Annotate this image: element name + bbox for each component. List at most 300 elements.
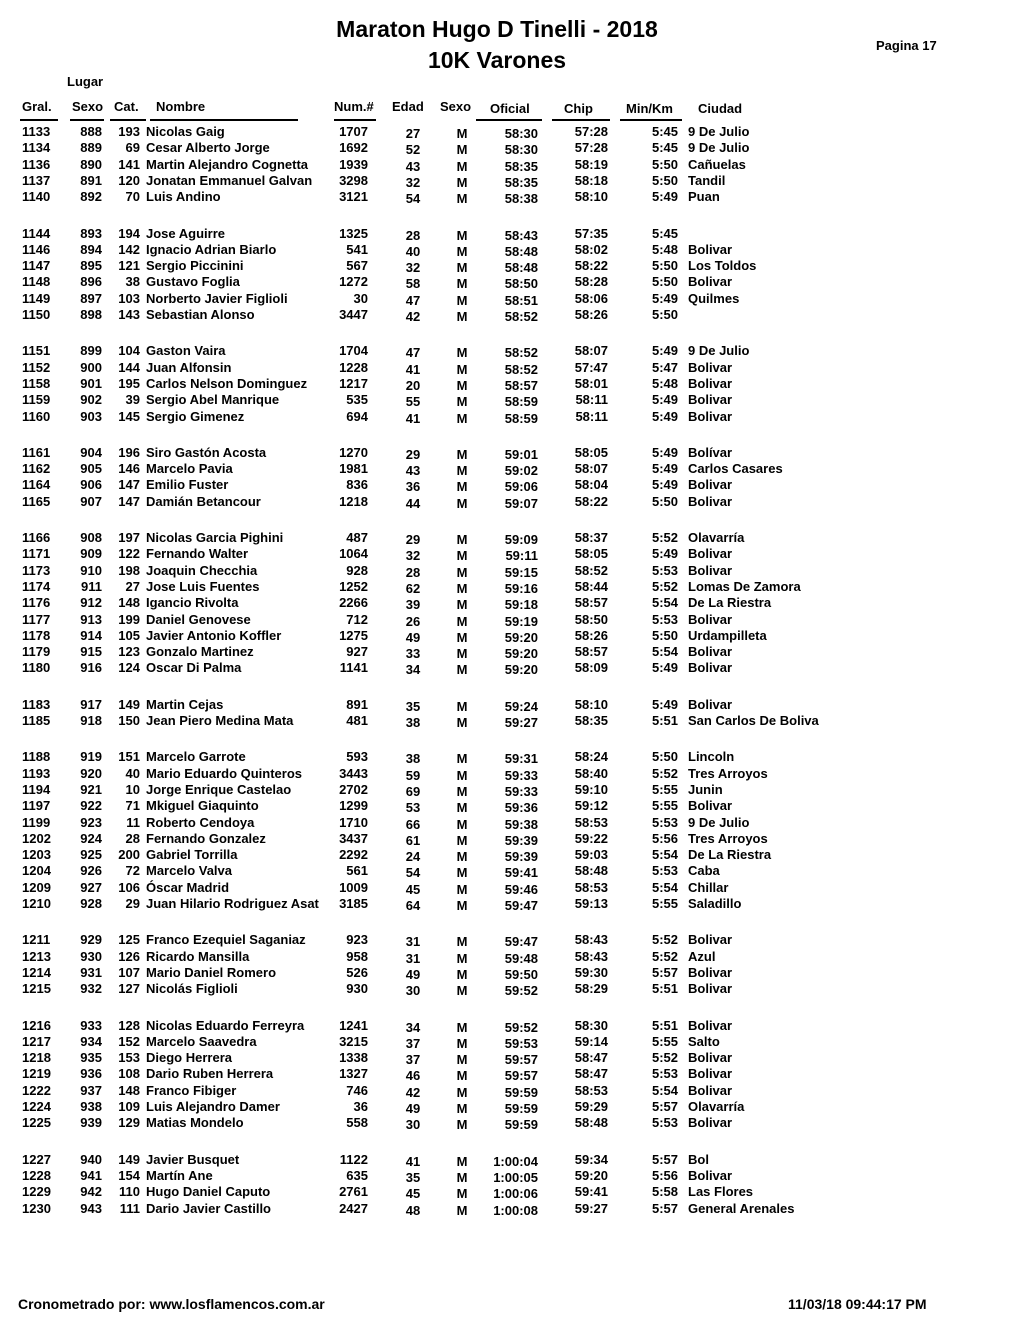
place-category: 105 <box>118 627 140 643</box>
pace: 5:49 <box>651 408 678 424</box>
header-underline <box>334 119 376 121</box>
place-overall: 1219 <box>22 1066 51 1082</box>
table-row <box>0 189 1024 205</box>
city: Lomas De Zamora <box>688 578 801 594</box>
sex: M <box>456 983 468 999</box>
age: 44 <box>405 495 421 511</box>
bib-number: 836 <box>346 477 368 493</box>
runner-name: Sebastian Alonso <box>146 307 255 322</box>
age: 41 <box>405 410 421 426</box>
header-underline <box>20 119 58 121</box>
runner-name: Daniel Genovese <box>146 611 251 627</box>
table-row <box>0 1201 1024 1217</box>
chip-time: 58:09 <box>574 660 608 676</box>
city: Bolivar <box>688 1082 733 1098</box>
age: 43 <box>405 463 421 479</box>
age: 30 <box>405 1117 421 1133</box>
table-row <box>0 445 1024 461</box>
bib-number: 481 <box>346 713 368 728</box>
sex: M <box>456 377 468 393</box>
runner-name: Hugo Daniel Caputo <box>146 1184 271 1200</box>
table-row <box>0 847 1024 863</box>
table-row <box>0 749 1024 765</box>
age: 26 <box>405 613 421 629</box>
official-time: 58:52 <box>504 361 538 377</box>
chip-time: 58:40 <box>574 765 608 781</box>
chip-time: 58:24 <box>574 749 608 765</box>
bib-number: 2427 <box>339 1200 368 1216</box>
official-time: 58:35 <box>504 158 538 174</box>
city: Lincoln <box>688 749 735 765</box>
bib-number: 558 <box>346 1115 368 1131</box>
official-time: 58:30 <box>504 142 538 158</box>
city: Bolivar <box>688 375 733 391</box>
place-overall: 1136 <box>22 156 51 172</box>
bib-number: 3437 <box>339 830 368 846</box>
age: 34 <box>405 662 421 678</box>
bib-number: 1939 <box>339 156 368 172</box>
place-overall: 1174 <box>22 578 51 594</box>
sex: M <box>456 816 468 832</box>
sex: M <box>456 345 468 361</box>
table-row <box>0 713 1024 729</box>
official-time: 59:47 <box>504 898 538 913</box>
bib-number: 635 <box>346 1167 368 1183</box>
pace: 5:50 <box>651 172 678 188</box>
place-overall: 1164 <box>22 477 51 493</box>
pace: 5:54 <box>651 879 678 895</box>
place-category: 151 <box>118 749 140 765</box>
official-time: 59:41 <box>504 865 538 881</box>
runner-name: Gustavo Foglia <box>146 274 240 290</box>
place-sex: 890 <box>80 156 102 172</box>
bib-number: 3215 <box>339 1033 368 1049</box>
table-row <box>0 766 1024 782</box>
pace: 5:53 <box>651 562 678 578</box>
header-underline <box>552 119 610 121</box>
place-overall: 1166 <box>22 530 51 545</box>
place-sex: 889 <box>80 140 102 156</box>
age: 31 <box>405 950 421 966</box>
place-category: 123 <box>118 644 140 660</box>
table-row <box>0 660 1024 676</box>
pace: 5:53 <box>651 1066 678 1082</box>
pace: 5:56 <box>651 830 678 846</box>
place-category: 104 <box>118 343 140 359</box>
age: 53 <box>405 800 421 816</box>
bib-number: 1981 <box>339 461 368 477</box>
official-time: 58:52 <box>504 345 538 361</box>
bib-number: 930 <box>346 981 368 997</box>
place-sex: 921 <box>80 781 102 797</box>
table-row <box>0 1184 1024 1200</box>
chip-time: 59:14 <box>574 1033 608 1049</box>
place-overall: 1150 <box>22 307 51 322</box>
bib-number: 535 <box>346 392 368 408</box>
city: Bolivar <box>688 964 733 980</box>
city: Tandil <box>688 172 726 188</box>
col-header-cat: Cat. <box>114 99 139 114</box>
place-category: 193 <box>118 124 140 139</box>
table-row <box>0 477 1024 493</box>
sex: M <box>456 966 468 982</box>
place-sex: 927 <box>80 879 102 895</box>
runner-name: Jose Aguirre <box>146 225 225 241</box>
place-sex: 897 <box>80 290 102 306</box>
place-overall: 1213 <box>22 948 51 964</box>
place-category: 148 <box>118 595 140 611</box>
age: 30 <box>405 983 421 999</box>
table-row <box>0 409 1024 425</box>
table-row <box>0 291 1024 307</box>
place-sex: 934 <box>80 1033 102 1049</box>
bib-number: 927 <box>346 644 368 660</box>
place-overall: 1160 <box>22 408 51 424</box>
age: 42 <box>405 1084 421 1100</box>
header-underline <box>620 119 682 121</box>
header-underline <box>150 119 298 121</box>
place-category: 194 <box>118 225 140 241</box>
place-overall: 1140 <box>22 189 51 205</box>
table-row <box>0 1050 1024 1066</box>
table-row <box>0 880 1024 896</box>
pace: 5:50 <box>651 749 678 765</box>
city: Urdampilleta <box>688 627 767 643</box>
sex: M <box>456 1169 468 1185</box>
official-time: 59:52 <box>504 983 538 999</box>
sex: M <box>456 548 468 564</box>
place-category: 200 <box>118 847 140 863</box>
city: Bolivar <box>688 696 733 712</box>
official-time: 59:57 <box>504 1052 538 1068</box>
table-row <box>0 1066 1024 1082</box>
city: Cañuelas <box>688 156 746 172</box>
runner-name: Marcelo Valva <box>146 863 232 879</box>
bib-number: 1327 <box>339 1066 368 1082</box>
runner-name: Martín Ane <box>146 1167 213 1183</box>
official-time: 59:11 <box>505 548 538 564</box>
page-number: Pagina 17 <box>876 38 937 53</box>
place-overall: 1180 <box>22 660 51 676</box>
chip-time: 57:47 <box>574 359 608 375</box>
place-category: 11 <box>126 814 140 830</box>
table-row <box>0 644 1024 660</box>
official-time: 59:59 <box>504 1084 538 1100</box>
place-sex: 908 <box>80 530 102 545</box>
place-sex: 896 <box>80 274 102 290</box>
table-row <box>0 798 1024 814</box>
pace: 5:49 <box>651 696 678 712</box>
sex: M <box>456 1052 468 1068</box>
pace: 5:50 <box>651 307 678 322</box>
sex: M <box>456 463 468 479</box>
chip-time: 58:29 <box>574 981 608 997</box>
official-time: 59:18 <box>504 597 538 613</box>
place-sex: 895 <box>80 258 102 274</box>
official-time: 58:59 <box>504 410 538 426</box>
place-overall: 1147 <box>22 258 51 274</box>
col-header-gral: Gral. <box>22 99 52 114</box>
table-row <box>0 173 1024 189</box>
age: 43 <box>405 158 421 174</box>
place-sex: 938 <box>80 1099 102 1114</box>
place-sex: 910 <box>80 562 102 578</box>
chip-time: 59:10 <box>574 781 608 797</box>
pace: 5:49 <box>651 343 678 359</box>
chip-time: 58:30 <box>574 1017 608 1033</box>
place-overall: 1133 <box>22 124 51 139</box>
city: Carlos Casares <box>688 461 783 477</box>
place-sex: 923 <box>80 814 102 830</box>
official-time: 1:00:08 <box>493 1202 538 1218</box>
pace: 5:52 <box>651 578 678 594</box>
header-underline <box>476 119 542 121</box>
age: 29 <box>405 532 421 547</box>
place-sex: 941 <box>80 1167 102 1183</box>
city: San Carlos De Boliva <box>688 713 819 728</box>
pace: 5:49 <box>651 392 678 408</box>
page-title: Maraton Hugo D Tinelli - 2018 <box>336 16 658 42</box>
chip-time: 58:07 <box>574 343 608 359</box>
chip-time: 58:37 <box>574 530 608 545</box>
city: Bolivar <box>688 408 733 424</box>
city: De La Riestra <box>688 847 772 863</box>
chip-time: 58:04 <box>574 477 608 493</box>
sex: M <box>456 1084 468 1100</box>
city: Bolivar <box>688 493 733 509</box>
pace: 5:55 <box>651 896 678 911</box>
runner-name: Luis Andino <box>146 189 221 205</box>
place-sex: 916 <box>80 660 102 676</box>
sex: M <box>456 767 468 783</box>
chip-time: 58:52 <box>574 562 608 578</box>
bib-number: 1228 <box>339 359 368 375</box>
runner-name: Juan Alfonsin <box>146 359 232 375</box>
runner-name: Jorge Enrique Castelao <box>146 781 292 797</box>
city: Bolivar <box>688 392 733 408</box>
place-category: 199 <box>118 611 140 627</box>
sex: M <box>456 849 468 865</box>
official-time: 59:20 <box>504 629 538 645</box>
bib-number: 1707 <box>339 124 368 139</box>
place-overall: 1161 <box>22 444 51 460</box>
chip-time: 58:05 <box>574 444 608 460</box>
table-row <box>0 563 1024 579</box>
official-time: 58:52 <box>504 309 538 324</box>
chip-time: 58:22 <box>574 258 608 274</box>
city: General Arenales <box>688 1200 795 1216</box>
sex: M <box>456 126 468 141</box>
place-sex: 917 <box>80 696 102 712</box>
age: 36 <box>405 479 421 495</box>
city: Bolivar <box>688 660 733 676</box>
place-overall: 1173 <box>22 562 51 578</box>
runner-name: Franco Fibiger <box>146 1082 237 1098</box>
age: 35 <box>405 1169 421 1185</box>
place-sex: 888 <box>80 124 102 139</box>
place-sex: 925 <box>80 847 102 863</box>
pace: 5:49 <box>651 461 678 477</box>
bib-number: 3443 <box>339 765 368 781</box>
table-row <box>0 831 1024 847</box>
runner-name: Carlos Nelson Dominguez <box>146 375 308 391</box>
sex: M <box>456 950 468 966</box>
place-sex: 918 <box>80 713 102 728</box>
place-sex: 932 <box>80 981 102 997</box>
city: Junin <box>688 781 723 797</box>
official-time: 59:24 <box>504 698 538 714</box>
age: 49 <box>405 1101 421 1116</box>
runner-name: Marcelo Pavia <box>146 461 233 477</box>
city: Bolivar <box>688 274 733 290</box>
table-row <box>0 461 1024 477</box>
age: 28 <box>405 564 421 580</box>
bib-number: 1218 <box>339 493 368 509</box>
city: Puan <box>688 189 720 205</box>
place-category: 111 <box>119 1200 140 1216</box>
footer-timestamp: 11/03/18 09:44:17 PM <box>788 1296 927 1312</box>
footer-credit: Cronometrado por: www.losflamencos.com.ar <box>18 1296 325 1312</box>
chip-time: 58:57 <box>574 644 608 660</box>
place-overall: 1179 <box>22 644 51 660</box>
place-sex: 900 <box>80 359 102 375</box>
age: 45 <box>405 1186 421 1202</box>
place-overall: 1177 <box>22 611 51 627</box>
age: 62 <box>405 580 421 596</box>
place-overall: 1225 <box>22 1115 51 1131</box>
pace: 5:56 <box>651 1167 678 1183</box>
city: De La Riestra <box>688 595 772 611</box>
city: Tres Arroyos <box>688 830 768 846</box>
table-row <box>0 242 1024 258</box>
pace: 5:58 <box>651 1184 678 1200</box>
place-category: 120 <box>118 172 140 188</box>
header-underline <box>70 119 104 121</box>
chip-time: 58:06 <box>574 290 608 306</box>
chip-time: 58:48 <box>574 863 608 879</box>
col-header-min-km: Min/Km <box>626 101 673 116</box>
place-sex: 937 <box>80 1082 102 1098</box>
pace: 5:48 <box>651 375 678 391</box>
bib-number: 3298 <box>339 172 368 188</box>
age: 52 <box>405 142 421 158</box>
table-row <box>0 815 1024 831</box>
chip-time: 59:12 <box>574 798 608 814</box>
page-subtitle: 10K Varones <box>427 47 567 73</box>
chip-time: 58:47 <box>574 1050 608 1066</box>
pace: 5:50 <box>651 258 678 274</box>
city: Bolivar <box>688 798 733 814</box>
table-row <box>0 258 1024 274</box>
runner-name: Joaquin Checchia <box>146 562 258 578</box>
chip-time: 59:03 <box>574 847 608 863</box>
runner-name: Fernando Walter <box>146 546 249 562</box>
place-sex: 920 <box>80 765 102 781</box>
place-sex: 898 <box>80 307 102 322</box>
pace: 5:55 <box>651 1033 678 1049</box>
runner-name: Gabriel Torrilla <box>146 847 238 863</box>
col-header-num: Num.# <box>334 99 374 114</box>
city: Bolivar <box>688 1115 733 1131</box>
sex: M <box>456 783 468 799</box>
age: 64 <box>405 898 421 913</box>
official-time: 59:53 <box>504 1035 538 1051</box>
place-sex: 904 <box>80 444 102 460</box>
bib-number: 694 <box>346 408 368 424</box>
place-overall: 1146 <box>22 241 51 257</box>
sex: M <box>456 394 468 410</box>
official-time: 59:33 <box>504 783 538 799</box>
age: 33 <box>405 646 421 662</box>
bib-number: 1692 <box>339 140 368 156</box>
table-row <box>0 274 1024 290</box>
place-sex: 903 <box>80 408 102 424</box>
place-sex: 912 <box>80 595 102 611</box>
bib-number: 1338 <box>339 1050 368 1066</box>
sex: M <box>456 142 468 158</box>
place-category: 196 <box>118 444 140 460</box>
place-overall: 1217 <box>22 1033 51 1049</box>
place-sex: 943 <box>80 1200 102 1216</box>
place-sex: 930 <box>80 948 102 964</box>
sex: M <box>456 1101 468 1116</box>
chip-time: 58:10 <box>574 189 608 205</box>
official-time: 59:36 <box>504 800 538 816</box>
official-time: 58:57 <box>504 377 538 393</box>
official-time: 58:50 <box>504 276 538 292</box>
place-sex: 901 <box>80 375 102 391</box>
place-category: 126 <box>118 948 140 964</box>
runner-name: Mkiguel Giaquinto <box>146 798 259 814</box>
chip-time: 59:34 <box>574 1151 608 1167</box>
sex: M <box>456 410 468 426</box>
table-row <box>0 981 1024 997</box>
official-time: 59:57 <box>504 1068 538 1084</box>
place-overall: 1222 <box>22 1082 51 1098</box>
runner-name: Damián Betancour <box>146 493 261 509</box>
table-row <box>0 140 1024 156</box>
official-time: 58:35 <box>504 174 538 190</box>
sex: M <box>456 243 468 259</box>
chip-time: 58:11 <box>575 408 608 424</box>
pace: 5:52 <box>651 530 678 545</box>
sex: M <box>456 174 468 190</box>
table-row <box>0 1034 1024 1050</box>
sex: M <box>456 191 468 207</box>
runner-name: Mario Eduardo Quinteros <box>146 765 303 781</box>
official-time: 59:48 <box>504 950 538 966</box>
official-time: 1:00:05 <box>493 1169 538 1185</box>
sex: M <box>456 1153 468 1169</box>
city: Las Flores <box>688 1184 754 1200</box>
place-sex: 905 <box>80 461 102 477</box>
age: 47 <box>405 292 421 308</box>
chip-time: 59:13 <box>574 896 608 911</box>
place-category: 69 <box>125 140 140 156</box>
col-header-ciudad: Ciudad <box>698 101 743 116</box>
col-header-oficial: Oficial <box>490 101 530 116</box>
age: 54 <box>405 865 421 881</box>
pace: 5:49 <box>651 189 678 205</box>
place-category: 197 <box>118 530 140 545</box>
chip-time: 57:28 <box>574 140 608 156</box>
table-row <box>0 157 1024 173</box>
place-category: 149 <box>118 1151 140 1167</box>
official-time: 59:01 <box>504 446 538 462</box>
place-sex: 914 <box>80 627 102 643</box>
place-overall: 1171 <box>22 546 51 562</box>
runner-name: Martin Cejas <box>146 696 224 712</box>
